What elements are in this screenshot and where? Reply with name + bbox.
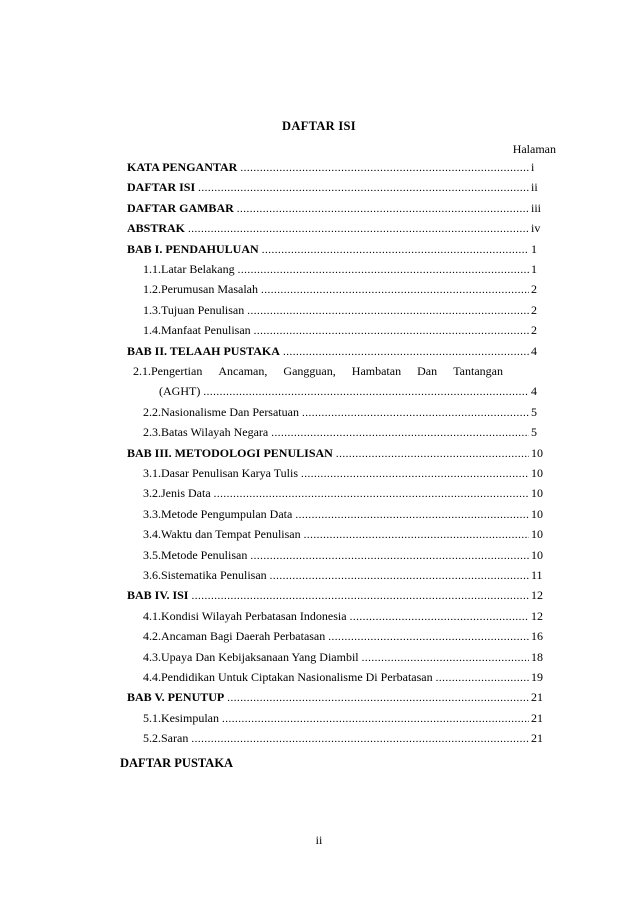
- toc-entry-page: ii: [531, 180, 538, 195]
- toc-entry-page: 19: [531, 670, 543, 684]
- toc-leader-dots: [271, 427, 529, 439]
- toc-entry-page: 1: [531, 241, 537, 256]
- toc-entry-label: 1.3.Tujuan Penulisan: [143, 302, 245, 317]
- toc-entry-page: 4: [531, 343, 537, 358]
- toc-entry-wrapped-line: [133, 364, 503, 379]
- page-title: DAFTAR ISI: [282, 119, 356, 133]
- toc-leader-dots: [304, 529, 529, 541]
- toc-leader-dots: [198, 182, 529, 194]
- toc-leader-dots: [270, 570, 529, 582]
- page-column-header: Halaman: [512, 142, 556, 156]
- toc-chapter-entry: [127, 446, 545, 466]
- toc-leader-dots: [240, 162, 529, 174]
- toc-leader-dots: [191, 590, 529, 602]
- toc-entry: [143, 711, 545, 731]
- toc-entry-page: 4: [531, 384, 537, 399]
- toc-entry-page: 21: [531, 731, 543, 746]
- final-entry: DAFTAR PUSTAKA: [120, 755, 234, 770]
- toc-entry-label: DAFTAR GAMBAR: [127, 200, 234, 215]
- toc-entry: [143, 629, 545, 649]
- toc-entry-label: BAB II. TELAAH PUSTAKA: [127, 343, 280, 358]
- toc-entry: [143, 609, 545, 629]
- toc-leader-dots: [191, 733, 529, 745]
- toc-leader-dots: [222, 713, 529, 725]
- toc-chapter-entry: [127, 201, 545, 221]
- toc-entry: [143, 282, 545, 302]
- toc-entry: [143, 486, 545, 506]
- toc-entry-page: 12: [531, 608, 543, 623]
- toc-leader-dots: [214, 488, 529, 500]
- toc-entry-page: 10: [531, 466, 543, 480]
- toc-entry-label: 3.3.Metode Pengumpulan Data: [143, 506, 293, 521]
- toc-entry-page: 10: [531, 506, 543, 521]
- toc-entry: [143, 650, 545, 670]
- toc-entry: [143, 527, 545, 547]
- toc-leader-dots: [188, 223, 529, 235]
- toc-leader-dots: [262, 244, 529, 256]
- toc-entry-label: 4.2.Ancaman Bagi Daerah Perbatasan: [143, 629, 326, 644]
- toc-entry: [143, 303, 545, 323]
- toc-entry-word: Hambatan: [351, 364, 402, 378]
- toc-entry-page: 21: [531, 710, 543, 725]
- toc-entry-page: iii: [531, 200, 542, 215]
- toc-entry-label: 4.4.Pendidikan Untuk Ciptakan Nasionalisme Di Perbatasan: [143, 670, 433, 684]
- toc-leader-dots: [350, 611, 529, 623]
- toc-leader-dots: [301, 468, 529, 480]
- toc-entry-page: 2: [531, 323, 537, 338]
- toc-entry-label: 4.3.Upaya Dan Kebijaksanaan Yang Diambil: [143, 649, 359, 664]
- toc-entry-page: 18: [531, 649, 543, 664]
- toc-entry-page: 1: [531, 262, 537, 276]
- toc-chapter-entry: [127, 160, 545, 180]
- toc-entry-page: i: [531, 160, 535, 174]
- toc-leader-dots: [261, 284, 529, 296]
- toc-chapter-entry: [127, 588, 545, 608]
- page-number: ii: [315, 833, 323, 847]
- toc-entry-page: 11: [531, 568, 543, 582]
- toc-entry-label: 5.2.Saran: [143, 731, 189, 746]
- toc-entry: [143, 323, 545, 343]
- toc-entry-label: ABSTRAK: [127, 221, 186, 236]
- toc-entry: [143, 405, 545, 425]
- toc-entry-label: (AGHT): [159, 384, 201, 399]
- toc-leader-dots: [302, 407, 529, 419]
- toc-leader-dots: [227, 692, 529, 704]
- toc-entry: [143, 568, 545, 588]
- toc-leader-dots: [436, 672, 529, 684]
- toc-chapter-entry: [127, 344, 545, 364]
- toc-entry-page: 10: [531, 445, 543, 460]
- toc-entry-word: Tantangan: [453, 364, 503, 378]
- toc-entry: [143, 507, 545, 527]
- toc-entry-label: 5.1.Kesimpulan: [143, 710, 219, 725]
- toc-entry-label: 3.4.Waktu dan Tempat Penulisan: [143, 527, 301, 542]
- toc-chapter-entry: [127, 180, 545, 200]
- toc-entry-page: 12: [531, 588, 543, 603]
- toc-entry-page: 5: [531, 404, 537, 419]
- toc-entry-label: DAFTAR ISI: [127, 180, 196, 195]
- toc-entry-label: KATA PENGANTAR: [127, 160, 238, 174]
- toc-entry-label: BAB I. PENDAHULUAN: [127, 241, 259, 256]
- toc-leader-dots: [254, 325, 529, 337]
- toc-entry-page: 5: [531, 425, 537, 440]
- toc-entry-label: 2.3.Batas Wilayah Negara: [143, 425, 269, 440]
- toc-entry-word: Dan: [417, 364, 438, 378]
- toc-entry-word: Ancaman,: [218, 364, 268, 378]
- toc-entry: [143, 425, 545, 445]
- toc-entry: [143, 731, 545, 751]
- toc-leader-dots: [247, 305, 529, 317]
- toc-leader-dots: [250, 550, 529, 562]
- toc-entry: [143, 466, 545, 486]
- toc-entry-label: 3.5.Metode Penulisan: [143, 547, 248, 562]
- toc-entry-page: 10: [531, 527, 543, 542]
- toc-entry-page: 16: [531, 629, 543, 644]
- toc-entry-label: 3.1.Dasar Penulisan Karya Tulis: [143, 466, 298, 480]
- toc-chapter-entry: [127, 242, 545, 262]
- toc-leader-dots: [362, 652, 529, 664]
- toc-entry-word: Gangguan,: [283, 364, 336, 378]
- toc-entry-word: 2.1.Pengertian: [133, 364, 203, 378]
- toc-entry-label: 2.2.Nasionalisme Dan Persatuan: [143, 404, 299, 419]
- toc-entry-label: BAB IV. ISI: [127, 588, 189, 603]
- toc-entry: [143, 262, 545, 282]
- toc-leader-dots: [283, 346, 529, 358]
- toc-entry-label: 1.4.Manfaat Penulisan: [143, 323, 251, 338]
- toc-entry: [143, 548, 545, 568]
- toc-entry-label: BAB V. PENUTUP: [127, 690, 225, 705]
- toc-chapter-entry: [127, 690, 545, 710]
- toc-chapter-entry: [127, 221, 545, 241]
- toc-entry-page: 10: [531, 547, 543, 562]
- toc-leader-dots: [203, 386, 529, 398]
- toc-entry-page: 2: [531, 282, 537, 297]
- toc-entry-label: 1.1.Latar Belakang: [143, 262, 235, 276]
- toc-entry-page: 10: [531, 486, 543, 501]
- toc-leader-dots: [237, 203, 529, 215]
- toc-entry-page: 21: [531, 690, 543, 705]
- toc-entry-page: iv: [531, 221, 541, 236]
- toc-entry-label: BAB III. METODOLOGI PENULISAN: [127, 445, 333, 460]
- toc-entry-label: 3.2.Jenis Data: [143, 486, 211, 501]
- toc-leader-dots: [336, 448, 529, 460]
- toc-entry-label: 4.1.Kondisi Wilayah Perbatasan Indonesia: [143, 608, 347, 623]
- toc-entry-label: 3.6.Sistematika Penulisan: [143, 568, 267, 582]
- toc-leader-dots: [295, 509, 529, 521]
- toc-leader-dots: [238, 264, 529, 276]
- toc-leader-dots: [328, 631, 529, 643]
- toc-entry-page: 2: [531, 302, 537, 317]
- toc-entry: [159, 384, 545, 404]
- toc-entry-label: 1.2.Perumusan Masalah: [143, 282, 258, 297]
- toc-entry: [143, 670, 545, 690]
